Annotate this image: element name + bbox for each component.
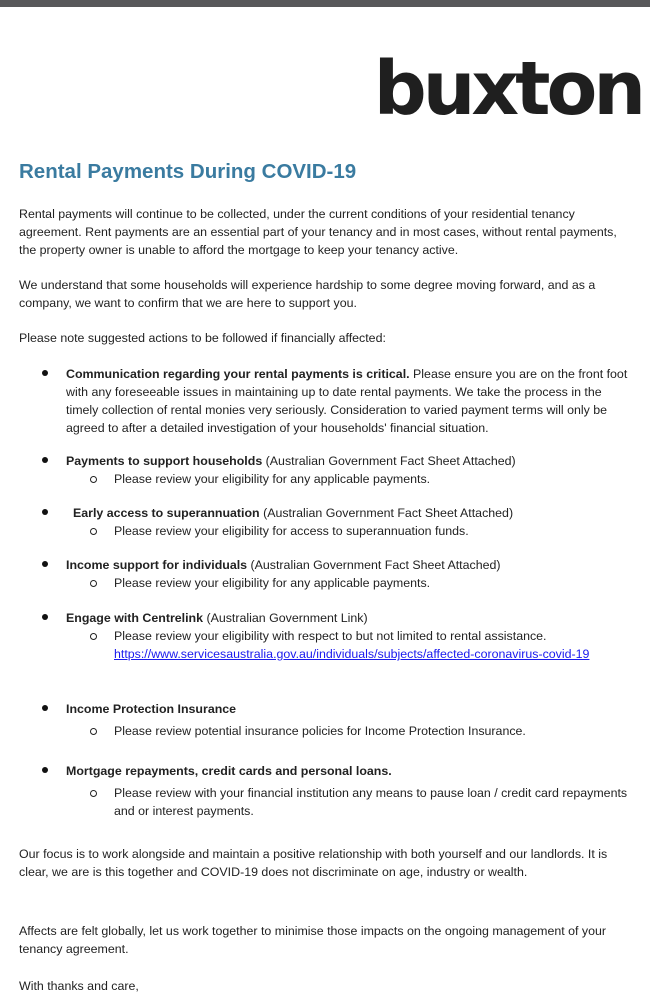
sub-item-text: Please review your eligibility for any applicable payments. <box>114 472 431 486</box>
bullet-text: (Australian Government Fact Sheet Attached) <box>259 506 514 520</box>
paragraph-hardship: We understand that some households will experience hardship to some degree moving forward, and as a company, we want to confirm that we are here to support you. <box>19 278 596 310</box>
sub-item-text: Please review potential insurance policies for Income Protection Insurance. <box>114 724 526 738</box>
sub-item-text: Please review your eligibility with respect to but not limited to rental assistance. <box>114 629 547 643</box>
sub-item <box>73 522 643 540</box>
sub-bullet-circle-icon <box>90 790 97 797</box>
bullet-text: Please ensure you are on the front foot with any foreseeable issues in maintaining up to date rental payments. We take the process in the timely collection of rental monies very seriously. Consideration to varied payment terms will only be agreed to after a detailed investigation of your households' financial situation. <box>66 367 628 435</box>
top-border <box>0 0 650 7</box>
buxton-logo: buxton <box>373 46 642 132</box>
bullet-communication <box>66 365 636 437</box>
sub-item <box>66 722 636 740</box>
bullet-heading: Early access to superannuation <box>73 506 260 520</box>
sub-bullet-circle-icon <box>90 728 97 735</box>
bullet-heading: Income Protection Insurance <box>66 702 237 716</box>
bullet-heading: Engage with Centrelink <box>66 611 204 625</box>
bullet-income-protection <box>66 700 636 740</box>
bullet-dot-icon <box>42 767 48 773</box>
sub-item <box>66 470 636 488</box>
sub-bullet-circle-icon <box>90 528 97 535</box>
bullet-heading: Mortgage repayments, credit cards and personal loans. <box>66 764 392 778</box>
paragraph-focus: Our focus is to work alongside and maintain a positive relationship with both yourself and our landlords. It is clear, we are is this together and COVID-19 does not discriminate on age, industry or wealth. <box>19 847 608 879</box>
sub-item-text: Please review your eligibility for any applicable payments. <box>114 576 431 590</box>
paragraph-affects: Affects are felt globally, let us work together to minimise those impacts on the ongoing management of your tenancy agreement. <box>19 924 607 956</box>
bullet-heading: Communication regarding your rental payments is critical. <box>66 367 410 381</box>
bullet-heading: Payments to support households <box>66 454 263 468</box>
bullet-dot-icon <box>42 705 48 711</box>
bullet-dot-icon <box>42 457 48 463</box>
sub-bullet-circle-icon <box>90 633 97 640</box>
bullet-mortgage <box>66 762 636 820</box>
sub-bullet-circle-icon <box>90 580 97 587</box>
sub-bullet-circle-icon <box>90 476 97 483</box>
bullet-payments-households <box>66 452 636 488</box>
bullet-superannuation <box>73 504 643 540</box>
bullet-text: (Australian Government Fact Sheet Attached) <box>262 454 516 468</box>
page-title: Rental Payments During COVID-19 <box>19 160 357 183</box>
bullet-dot-icon <box>42 509 48 515</box>
bullet-dot-icon <box>42 561 48 567</box>
paragraph-rental-collection: Rental payments will continue to be collected, under the current conditions of your residential tenancy agreement. Rent payments are an essential part of your tenancy and in most cases, without rental payments, the property owner is unable to afford the mortgage to keep your tenancy active. <box>19 207 617 257</box>
bullet-dot-icon <box>42 370 48 376</box>
sub-item-text: Please review with your financial institution any means to pause loan / credit card repayments and or interest payments. <box>114 786 628 818</box>
bullet-dot-icon <box>42 614 48 620</box>
bullet-text: (Australian Government Link) <box>203 611 368 625</box>
sub-item-text: Please review your eligibility for access to superannuation funds. <box>114 524 469 538</box>
bullet-centrelink <box>66 609 636 663</box>
centrelink-link[interactable]: https://www.servicesaustralia.gov.au/individuals/subjects/affected-coronavirus-covid-19 <box>114 647 590 661</box>
sub-item <box>66 784 636 820</box>
sub-item <box>66 574 636 592</box>
paragraph-closing: With thanks and care, <box>19 979 139 993</box>
paragraph-suggested-actions: Please note suggested actions to be followed if financially affected: <box>19 331 386 345</box>
bullet-text: (Australian Government Fact Sheet Attached) <box>247 558 501 572</box>
bullet-heading: Income support for individuals <box>66 558 248 572</box>
bullet-income-support <box>66 556 636 592</box>
sub-item <box>66 627 636 663</box>
